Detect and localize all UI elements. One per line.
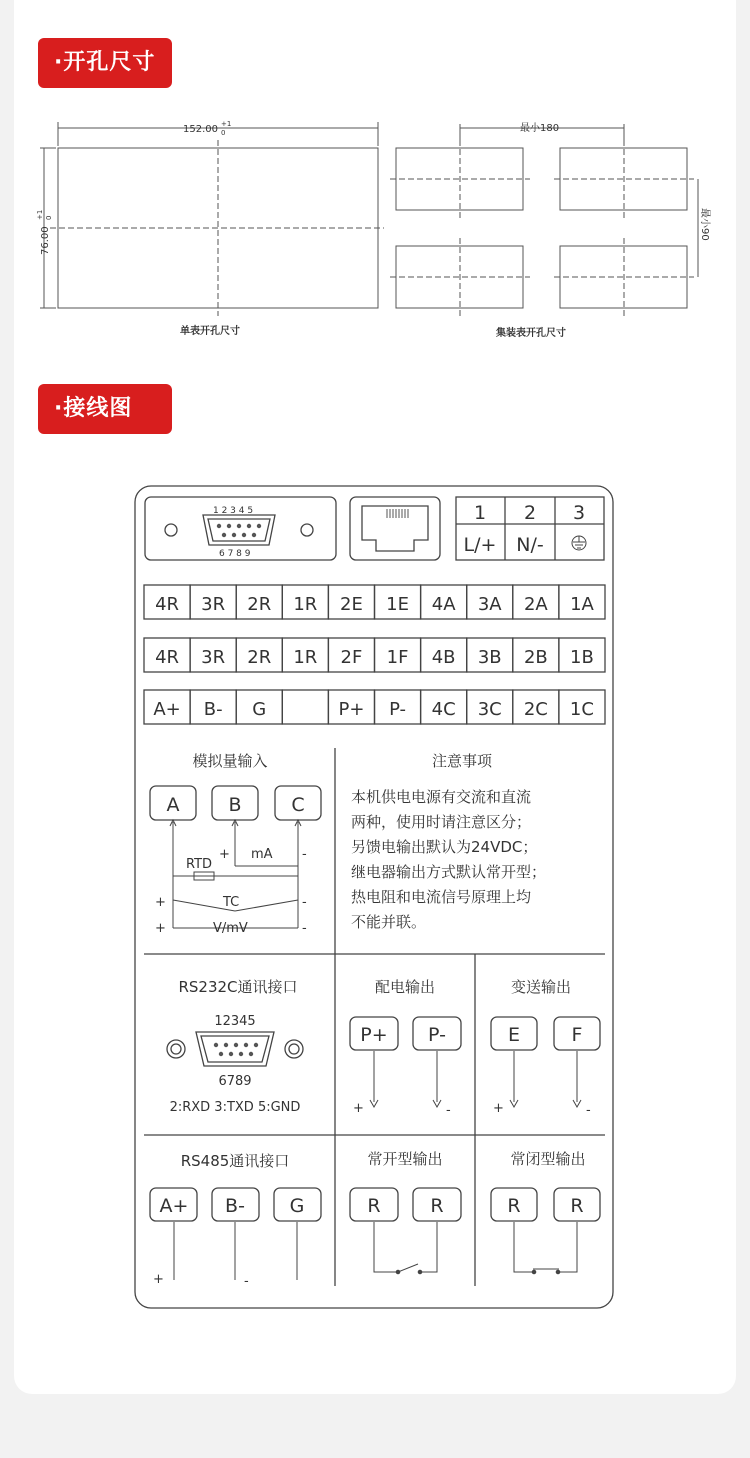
rs232-pin-desc: 2:RXD 3:TXD 5:GND [169,1100,301,1115]
nc-relay-terminal-2: R [570,1195,584,1217]
svg-text:+: + [153,1272,164,1287]
terminal-label: 1F [386,647,409,668]
terminal-label: P+ [338,699,365,720]
terminal-label: 4A [431,594,456,615]
power-terminal-1-label: L/+ [463,534,497,556]
rs485-title: RS485通讯接口 [180,1152,290,1170]
svg-text:+: + [353,1101,364,1116]
nc-relay-terminal-1: R [507,1195,521,1217]
svg-text:0: 0 [45,215,53,220]
rs485-terminal-b-minus: B- [225,1195,245,1217]
terminal-label: 2A [523,594,548,615]
terminal-label: 4R [155,594,180,615]
notes-title: 注意事项 [431,752,493,770]
no-relay-title: 常开型输出 [367,1150,443,1168]
db9-top-pins: 1 2 3 4 5 [213,506,254,516]
terminal-label: B- [203,699,223,720]
cluster-min-height-label: 最小90 [699,208,710,241]
single-cutout-caption: 单表开孔尺寸 [180,326,240,337]
svg-text:+: + [219,847,230,862]
terminal-label: 2F [340,647,363,668]
terminal-label: 4C [431,699,456,720]
section-tag-wiring: ·接线图 [38,384,172,434]
transmit-terminal-e: E [507,1024,521,1046]
svg-text:+1: +1 [221,120,232,128]
svg-text:+: + [493,1101,504,1116]
rs232-bottom-pins: 6789 [218,1074,252,1089]
mv-label: V/mV [213,921,248,936]
section-tag-cutout: ·开孔尺寸 [38,38,172,88]
single-width-label: 152.00 [183,124,218,135]
terminal-label: 4R [155,647,180,668]
terminal-cell [282,690,328,724]
terminal-label: 3B [477,647,502,668]
power-terminal-1-num: 1 [473,502,487,524]
terminal-label: A+ [153,699,181,720]
notes-line-1: 本机供电电源有交流和直流 [351,788,532,806]
terminal-label: 3R [201,647,226,668]
terminal-label: G [252,699,267,720]
terminal-label: 2C [523,699,548,720]
rs485-terminal-g: G [289,1195,305,1217]
terminal-label: 1E [386,594,409,615]
feed-title: 配电输出 [374,978,436,996]
svg-text:0: 0 [221,129,226,137]
notes-line-3: 另馈电输出默认为24VDC； [351,838,538,856]
feed-terminal-p-plus: P+ [360,1024,388,1046]
terminal-label: 4B [431,647,456,668]
power-terminal-2-label: N/- [516,534,544,556]
svg-text:+1: +1 [36,209,44,220]
svg-text:-: - [302,847,307,862]
terminal-label: P- [389,699,407,720]
rs232-top-pins: 12345 [214,1014,256,1029]
terminal-label: 1R [293,647,318,668]
terminal-label: 1R [293,594,318,615]
cutout-dimension-drawing [0,100,750,350]
svg-text:-: - [302,895,307,910]
terminal-label: 2R [247,594,272,615]
svg-text:+: + [155,921,166,936]
notes-line-5: 热电阻和电流信号原理上均 [351,888,532,906]
tc-label: TC [223,895,240,910]
no-relay-terminal-2: R [430,1195,444,1217]
analog-terminal-c: C [291,794,305,816]
analog-terminal-b: B [228,794,242,816]
terminal-label: 2B [523,647,548,668]
svg-text:-: - [446,1103,451,1118]
rs232-title: RS232C通讯接口 [178,978,298,996]
analog-title: 模拟量输入 [192,752,268,770]
rs485-terminal-a-plus: A+ [159,1195,189,1217]
terminal-label: 1C [569,699,594,720]
db9-bottom-pins: 6 7 8 9 [219,549,251,559]
wiring-diagram [0,480,750,1320]
svg-text:-: - [244,1274,249,1289]
svg-text:-: - [586,1103,591,1118]
terminal-label: 1B [570,647,594,668]
svg-text:+: + [155,895,166,910]
svg-text:-: - [302,921,307,936]
terminal-label: 2E [340,594,363,615]
single-height-label: 76.00 [40,226,51,255]
terminal-label: 2R [247,647,272,668]
notes-line-6: 不能并联。 [351,913,427,931]
no-relay-terminal-1: R [367,1195,381,1217]
feed-terminal-p-minus: P- [428,1024,446,1046]
terminal-label: 3C [477,699,502,720]
nc-relay-title: 常闭型输出 [510,1150,586,1168]
cluster-cutout-caption: 集装表开孔尺寸 [496,328,566,339]
terminal-label: 1A [570,594,594,615]
analog-terminal-a: A [166,794,180,816]
ma-label: mA [251,847,273,862]
terminal-label: 3R [201,594,226,615]
power-terminal-2-num: 2 [523,502,537,524]
cluster-min-width-label: 最小180 [520,123,560,134]
transmit-title: 变送输出 [510,978,572,996]
rtd-label: RTD [186,857,213,872]
notes-line-4: 继电器输出方式默认常开型； [351,863,547,881]
power-terminal-3-num: 3 [572,502,586,524]
notes-line-2: 两种，使用时请注意区分； [351,813,532,831]
transmit-terminal-f: F [571,1024,583,1046]
terminal-label: 3A [477,594,502,615]
